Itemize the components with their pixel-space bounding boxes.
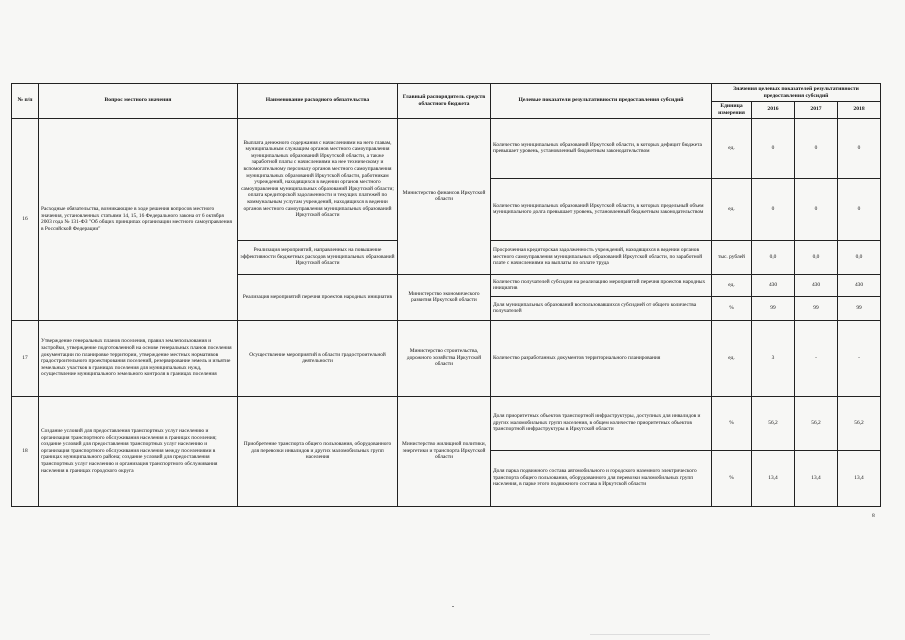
indicator-cell: Доля муниципальных образований воспользовавшихся субсидией от общего количества получателей (491, 296, 712, 320)
obligation-cell: Осуществление мероприятий в области градостроительной деятельности (238, 320, 398, 396)
value-2018: 0 (838, 178, 881, 240)
indicator-cell: Количество муниципальных образований Иркутской области, в которых предельный объем муниципального долга превышает уровень, установленный бюджетным законодательством (491, 178, 712, 240)
indicator-cell: Количество получателей субсидии на реализацию мероприятий перечня проектов народных инициатив (491, 274, 712, 296)
value-2018: 99 (838, 296, 881, 320)
header-unit: Единица измерения (712, 102, 752, 119)
unit-cell: ед. (712, 274, 752, 296)
value-2018: - (838, 320, 881, 396)
header-2017: 2017 (795, 102, 838, 119)
value-2016: 56,2 (752, 396, 795, 450)
local-issue-cell: Утверждение генеральных планов поселения, правил землепользования и застройки, утверждение подготовленной на основе генеральных планов поселения документации по планировке территории, утверждение местных нормативов градостроительного проектирования поселений, резервирование земель и изъятие земельных участков в границах поселения для муниципальных нужд, осуществление муниципального земельного контроля в границах поселения (39, 320, 238, 396)
value-2016: 3 (752, 320, 795, 396)
local-issue-cell: Расходные обязательства, возникающие в ходе решения вопросов местного значения, установленных статьями 14, 15, 16 Федерального закона от 6 октября 2003 года № 131-ФЗ "Об общих принципах организации местного самоуправления в Российской Федерации" (39, 118, 238, 320)
unit-cell: % (712, 396, 752, 450)
value-2018: 0,0 (838, 240, 881, 274)
value-2017: 0,0 (795, 240, 838, 274)
value-2018: 430 (838, 274, 881, 296)
indicator-cell: Просроченная кредиторская задолженность учреждений, находящихся в ведении органов местного самоуправления муниципальных образований Иркутской области, по заработной плате с начислениями на выплаты по оплате труда (491, 240, 712, 274)
obligation-cell: Реализация мероприятий, направленных на повышение эффективности бюджетных расходов муниципальных образований Иркутской области (238, 240, 398, 274)
value-2016: 13,4 (752, 450, 795, 506)
table-row (12, 396, 881, 450)
indicator-cell: Доля приоритетных объектов транспортной инфраструктуры, доступных для инвалидов и других маломобильных групп населения, в общем количестве приоритетных объектов транспортной инфраструктуры в Иркутской области (491, 396, 712, 450)
value-2018: 13,4 (838, 450, 881, 506)
local-issue-cell: Создание условий для предоставления транспортных услуг населению и организация транспортного обслуживания населения в границах поселения; создание условий для предоставления транспортных услуг населению и организация транспортного обслуживания населения между поселениями в границах муниципального района; создание условий для предоставления транспортных услуг населению и организация транспортного обслуживания населения в границах городского округа (39, 396, 238, 506)
indicator-cell: Количество разработанных документов территориального планирования (491, 320, 712, 396)
value-2018: 0 (838, 118, 881, 178)
obligation-cell: Выплата денежного содержания с начислениями на него главам, муниципальным служащим органов местного самоуправления муниципальных образований Иркутской области, а также заработной платы с начислениями на нее техническому и вспомогательному персоналу органов местного самоуправления муниципальных образований Иркутской области, работникам учреждений, находящихся в ведении органов местного самоуправления муниципальных образований Иркутской области; оплата кредиторской задолженности и текущих платежей по коммунальным услугам учреждений, находящихся в ведении органов местного самоуправления муниципальных образований Иркутской области (238, 118, 398, 240)
header-manager: Главный распорядитель средств областного бюджета (398, 84, 491, 119)
header-values-group: Значения целевых показателей результативности предоставления субсидий (712, 84, 881, 102)
value-2016: 0,0 (752, 240, 795, 274)
header-indicators: Целевые показатели результативности предоставления субсидий (491, 84, 712, 119)
value-2017: 56,2 (795, 396, 838, 450)
header-2018: 2018 (838, 102, 881, 119)
value-2017: 13,4 (795, 450, 838, 506)
header-obligation: Наименование расходного обязательства (238, 84, 398, 119)
unit-cell: ед. (712, 320, 752, 396)
value-2017: 0 (795, 178, 838, 240)
value-2018: 56,2 (838, 396, 881, 450)
budget-manager-cell: Министерство экономического развития Иркутской области (398, 274, 491, 320)
page-number: 8 (872, 513, 875, 519)
value-2016: 430 (752, 274, 795, 296)
value-2017: 0 (795, 118, 838, 178)
value-2016: 99 (752, 296, 795, 320)
header-question: Вопрос местного значения (39, 84, 238, 119)
unit-cell: тыс. рублей (712, 240, 752, 274)
indicator-cell: Доля парка подвижного состава автомобильного и городского наземного электрического транспорта общего пользования, оборудованного для перевозки маломобильных групп населения, в парке этого подвижного состава в Иркутской области (491, 450, 712, 506)
obligation-cell: Приобретение транспорта общего пользования, оборудованного для перевозки инвалидов и других маломобильных групп населения (238, 396, 398, 506)
value-2016: 0 (752, 118, 795, 178)
value-2017: - (795, 320, 838, 396)
unit-cell: ед. (712, 178, 752, 240)
table-row (12, 320, 881, 396)
row-number: 18 (12, 396, 39, 506)
obligation-cell: Реализация мероприятий перечня проектов народных инициатив (238, 274, 398, 320)
budget-manager-cell: Министерство финансов Иркутской области (398, 118, 491, 274)
unit-cell: ед. (712, 118, 752, 178)
header-2016: 2016 (752, 102, 795, 119)
indicator-cell: Количество муниципальных образований Иркутской области, в которых дефицит бюджета превышает уровень, установленный бюджетным законодательством (491, 118, 712, 178)
budget-manager-cell: Министерство строительства, дорожного хозяйства Иркутской области (398, 320, 491, 396)
table-row (12, 118, 881, 178)
value-2017: 430 (795, 274, 838, 296)
row-number: 17 (12, 320, 39, 396)
budget-manager-cell: Министерство жилищной политики, энергетики и транспорта Иркутской области (398, 396, 491, 506)
row-number: 16 (12, 118, 39, 320)
value-2017: 99 (795, 296, 838, 320)
unit-cell: % (712, 450, 752, 506)
value-2016: 0 (752, 178, 795, 240)
scan-artifact-line (590, 634, 710, 635)
scan-speck (452, 606, 454, 607)
header-no: № п/п (12, 84, 39, 119)
unit-cell: % (712, 296, 752, 320)
subsidy-indicators-table (11, 83, 881, 507)
